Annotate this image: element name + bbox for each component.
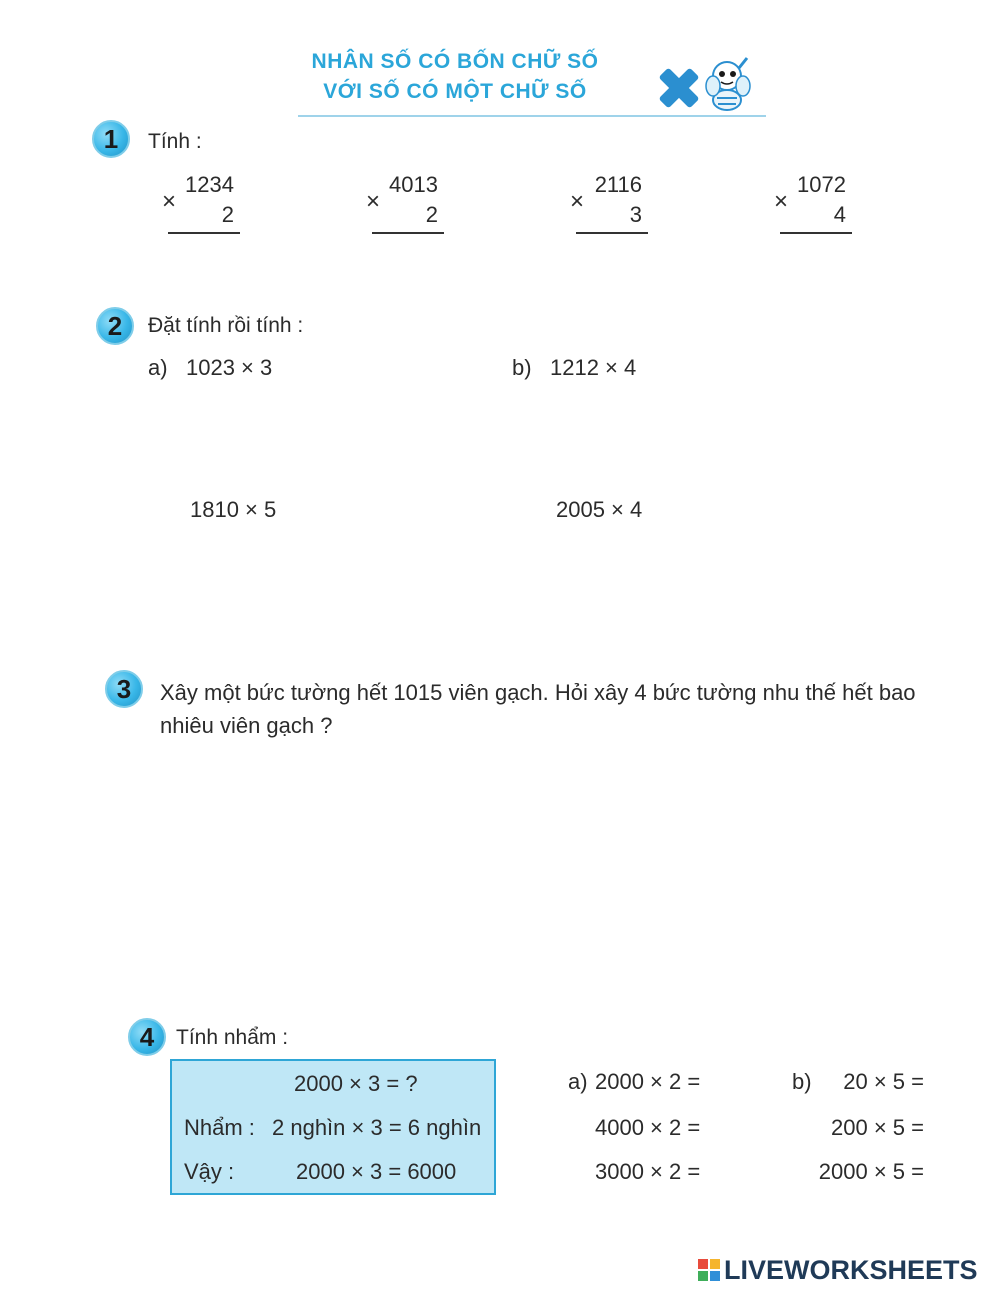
exercise-4-label: Tính nhẩm : xyxy=(176,1026,289,1049)
mental-b3: 2000 × 5 = xyxy=(818,1159,924,1184)
result-line xyxy=(168,232,240,234)
worksheet-title xyxy=(0,0,1000,120)
brand-name: LIVEWORKSHEETS xyxy=(724,1255,978,1285)
multiply-sign: × xyxy=(774,188,789,215)
expression-a2: 1810 × 5 xyxy=(190,497,277,522)
so-label: Vậy : xyxy=(184,1159,235,1184)
part-a-label: a) xyxy=(568,1069,588,1094)
exercise-3-badge: 3 xyxy=(105,670,143,708)
exercise-4-badge: 4 xyxy=(128,1018,166,1056)
expression-b1: 1212 × 4 xyxy=(550,355,637,380)
title-line-1: NHÂN SỐ CÓ BỐN CHỮ SỐ xyxy=(311,50,599,73)
multiplication-3 xyxy=(570,172,648,232)
multiply-sign: × xyxy=(366,188,381,215)
result-line xyxy=(372,232,444,234)
exercise-2-badge: 2 xyxy=(96,307,134,345)
multiplier: 2 xyxy=(425,202,438,227)
mental-calculation: 2 nghìn × 3 = 6 nghìn xyxy=(272,1115,482,1140)
exercise-2-label: Đặt tính rồi tính : xyxy=(148,314,304,337)
example-expression: 2000 × 3 = ? xyxy=(294,1071,418,1096)
part-b-label: b) xyxy=(512,355,532,380)
result-line xyxy=(576,232,648,234)
mental-a1: 2000 × 2 = xyxy=(595,1069,701,1094)
title-line-2: VỚI SỐ CÓ MỘT CHỮ SỐ xyxy=(323,80,587,103)
multiply-sign: × xyxy=(162,188,177,215)
part-a-label: a) xyxy=(148,355,168,380)
example-result: 2000 × 3 = 6000 xyxy=(296,1159,457,1184)
multiplier: 3 xyxy=(629,202,642,227)
multiplicand: 2116 xyxy=(594,172,642,197)
liveworksheets-logo-icon xyxy=(698,1259,720,1281)
multiplier: 4 xyxy=(833,202,846,227)
mental-a2: 4000 × 2 = xyxy=(595,1115,701,1140)
example-box xyxy=(170,1059,496,1195)
expression-a1: 1023 × 3 xyxy=(186,355,273,380)
mental-label: Nhẩm : xyxy=(184,1115,255,1140)
word-problem-text: Xây một bức tường hết 1015 viên gạch. Hỏi xây 4 bức tường nhu thế hết bao nhiêu viên gạch ? xyxy=(160,680,916,738)
exercise-1-badge: 1 xyxy=(92,120,130,158)
mental-b1: 20 × 5 = xyxy=(843,1069,924,1094)
multiplier: 2 xyxy=(221,202,234,227)
multiplication-4 xyxy=(774,172,852,232)
multiplication-2 xyxy=(366,172,444,232)
expression-b2: 2005 × 4 xyxy=(556,497,643,522)
multiply-sign: × xyxy=(570,188,585,215)
mental-a3: 3000 × 2 = xyxy=(595,1159,701,1184)
part-b-label: b) xyxy=(792,1069,812,1094)
mental-b2: 200 × 5 = xyxy=(831,1115,924,1140)
multiplicand: 1072 xyxy=(797,172,846,197)
multiplicand: 4013 xyxy=(389,172,438,197)
exercise-1-label: Tính : xyxy=(148,130,202,153)
bee-mascot-multiply-icon xyxy=(655,52,765,118)
result-line xyxy=(780,232,852,234)
multiplication-1 xyxy=(162,172,240,232)
footer-brand xyxy=(698,1255,998,1285)
multiplicand: 1234 xyxy=(185,172,234,197)
